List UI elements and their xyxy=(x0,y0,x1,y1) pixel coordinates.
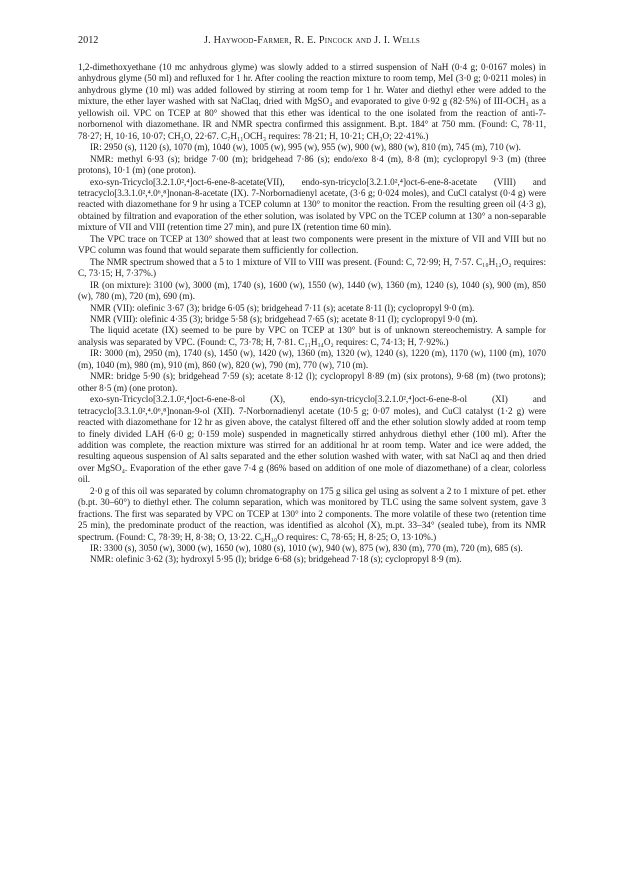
running-header xyxy=(78,34,546,48)
paragraph-nmr-mixture: The NMR spectrum showed that a 5 to 1 mixture of VII to VIII was present. (Found: C, 72·99; H, 7·57. C₁₀H₁₂O₂ requires: C, 73·15; H, 7·37%.) xyxy=(78,256,546,279)
page-number: 2012 xyxy=(78,35,99,46)
paragraph-nmr-vii: NMR (VII): olefinic 3·67 (3); bridge 6·05 (s); bridgehead 7·11 (s); acetate 8·11 (l); cyclopropyl 9·0 (m). xyxy=(90,302,475,313)
paragraph-ir-alcohol: IR: 3300 (s), 3050 (w), 3000 (w), 1650 (w), 1080 (s), 1010 (w), 940 (w), 875 (w), 830 (m), 770 (m), 720 (m), 685 (s). xyxy=(90,543,523,554)
paragraph-nmr-viii: NMR (VIII): olefinic 4·35 (3); bridge 5·58 (s); bridgehead 7·65 (s); acetate 8·11 (l); cyclopropyl 9·0 (m). xyxy=(90,313,478,324)
paragraph-nmr-ix: NMR: bridge 5·90 (s); bridgehead 7·59 (s); acetate 8·12 (l); cyclopropyl 8·89 (m) (six protons), 9·68 (m) (two protons); other 8·5 (m) (one proton). xyxy=(78,371,546,393)
paragraph-ir-mixture: IR (on mixture): 3100 (w), 3000 (m), 1740 (s), 1600 (w), 1550 (w), 1440 (w), 1360 (m), 1240 (s), 1040 (s), 900 (m), 850 (w), 780 (m), 720 (m), 690 (m). xyxy=(78,279,546,302)
paragraph-vpc-trace: The VPC trace on TCEP at 130° showed that at least two components were present in the mixture of VII and VIII but no VPC column was found that would separate them sufficiently for collection. xyxy=(78,233,546,256)
paragraph-ir-ix: IR: 3000 (m), 2950 (m), 1740 (s), 1450 (w), 1420 (w), 1360 (m), 1320 (w), 1240 (s), 1220 (m), 1170 (w), 1100 (m), 1070 (m), 1040 (m), 980 (m), 910 (m), 860 (w), 820 (w), 790 (m), 770 (w), 710 (m). xyxy=(78,348,546,370)
paragraph-chromatography: 2·0 g of this oil was separated by column chromatography on 175 g silica gel using as solvent a 2 to 1 mixture of pet. ether (b.pt. 30–60°) to diethyl ether. The column separation, which was monitored by TLC using the same solvent system, gave 3 fractions. The first was separated by VPC on TCEP at 130° into 2 components. The more volatile of these two (retention time 25 min), the predominate product of the reaction, was identified as alcohol (X), m.pt. 33–34° (sealed tube), from its NMR spectrum. (Found: C, 78·39; H, 8·38; O, 13·22. C₈H₁₀O requires: C, 78·65; H, 8·25; O, 13·10%.) xyxy=(78,485,546,542)
paragraph-alcohols-synthesis: exo-syn-Tricyclo[3.2.1.0²,⁴]oct-6-ene-8-ol (X), endo-syn-tricyclo[3.2.1.0²,⁴]oct-6-ene-8-ol (XI) and tetracyclo[3.3.1.0²,⁴.0⁶,⁸]nonan-9-ol (XII). 7-Norbornadienyl acetate (10·5 g; 0·07 moles), and CuCl catalyst (1·2 g) were reacted with diazomethane for 12 hr as given above, the catalyst filtered off and the ether solution slowly added at room temp to finely divided LAH (6·0 g; 0·159 mole) suspended in magnetically stirred anhydrous diethyl ether (100 ml). After the addition was complete, the reaction mixture was stirred for an additional hr at room temp. Water and ice were added, the resulting aqueous suspension of Al salts separated and the ether solution washed with water, with sat NaCl aq and then dried over MgSO₄. Evaporation of the ether gave 7·4 g (86% based on addition of one mole of diazomethane) of a clear, colorless oil. xyxy=(78,394,546,485)
paragraph-ir-ether: IR: 2950 (s), 1120 (s), 1070 (m), 1040 (w), 1005 (w), 995 (w), 955 (w), 900 (w), 880 (w), 810 (m), 745 (m), 710 (w). xyxy=(90,142,521,153)
running-head-authors: J. Haywood-Farmer, R. E. Pincock and J. I. Wells xyxy=(204,35,420,46)
paragraph-acetates-synthesis: exo-syn-Tricyclo[3.2.1.0²,⁴]oct-6-ene-8-acetate(VII), endo-syn-tricyclo[3.2.1.0²,⁴]oct-6-ene-8-acetate (VIII) and tetracyclo[3.3.1.0²,⁴.0⁶,⁸]nonan-8-acetate (IX). 7-Norbornadienyl acetate, (3·6 g; 0·024 moles), and CuCl catalyst (0·4 g) were reacted with diazomethane for 9 hr using a TCEP column at 130° to monitor the reaction. From the resulting green oil (4·3 g), obtained by filtration and evaporation of the ether solution, was isolated by VPC on the TCEP column at 130° a non-separable mixture of VII and VIII (retention time 27 min), and pure IX (retention time 60 min). xyxy=(78,176,546,233)
paragraph-nmr-alcohol: NMR: olefinic 3·62 (3); hydroxyl 5·95 (l); bridge 6·68 (s); bridgehead 7·18 (s); cyclopropyl 8·9 (m). xyxy=(90,554,462,565)
paragraph-ether-synthesis: 1,2-dimethoxyethane (10 mc anhydrous glyme) was slowly added to a stirred suspension of NaH (0·4 g; 0·0167 moles) in anhydrous glyme (50 ml) and refluxed for 1 hr. After cooling the reaction mixture to room temp, MeI (3·0 g; 0·0211 moles) in anhydrous glyme (10 ml) was added followed by stirring at room temp for 1 hr. Water and diethyl ether were added to the mixture, the ether layer washed with sat NaClaq, dried with MgSO₄ and evaporated to give 0·92 g (82·5%) of III-OCH₃ as a yellowish oil. VPC on TCEP at 80° showed that this ether was identical to the one isolated from the reaction of anti-7-norbornenol with diazomethane. IR and NMR spectra confirmed this assignment. B.pt. 184° at 750 mm. (Found: C, 78·11, 78·27; H, 10·16, 10·07; CH₃O, 22·67. C₇H₁₁OCH₃ requires: 78·21; H, 10·21; CH₃O; 22·41%.) xyxy=(78,62,546,141)
paragraph-nmr-ether: NMR: methyl 6·93 (s); bridge 7·00 (m); bridgehead 7·86 (s); endo/exo 8·4 (m), 8·8 (m); cyclopropyl 9·3 (m) (three protons), 10·1 (m) (one proton). xyxy=(78,153,546,176)
article-body xyxy=(78,62,546,882)
paragraph-acetate-ix: The liquid acetate (IX) seemed to be pure by VPC on TCEP at 130° but is of unknown stereochemistry. A sample for analysis was separated by VPC. (Found: C, 73·78; H, 7·81. C₁₁H₁₄O₂ requires: C, 74·13; H, 7·92%.) xyxy=(78,325,546,347)
